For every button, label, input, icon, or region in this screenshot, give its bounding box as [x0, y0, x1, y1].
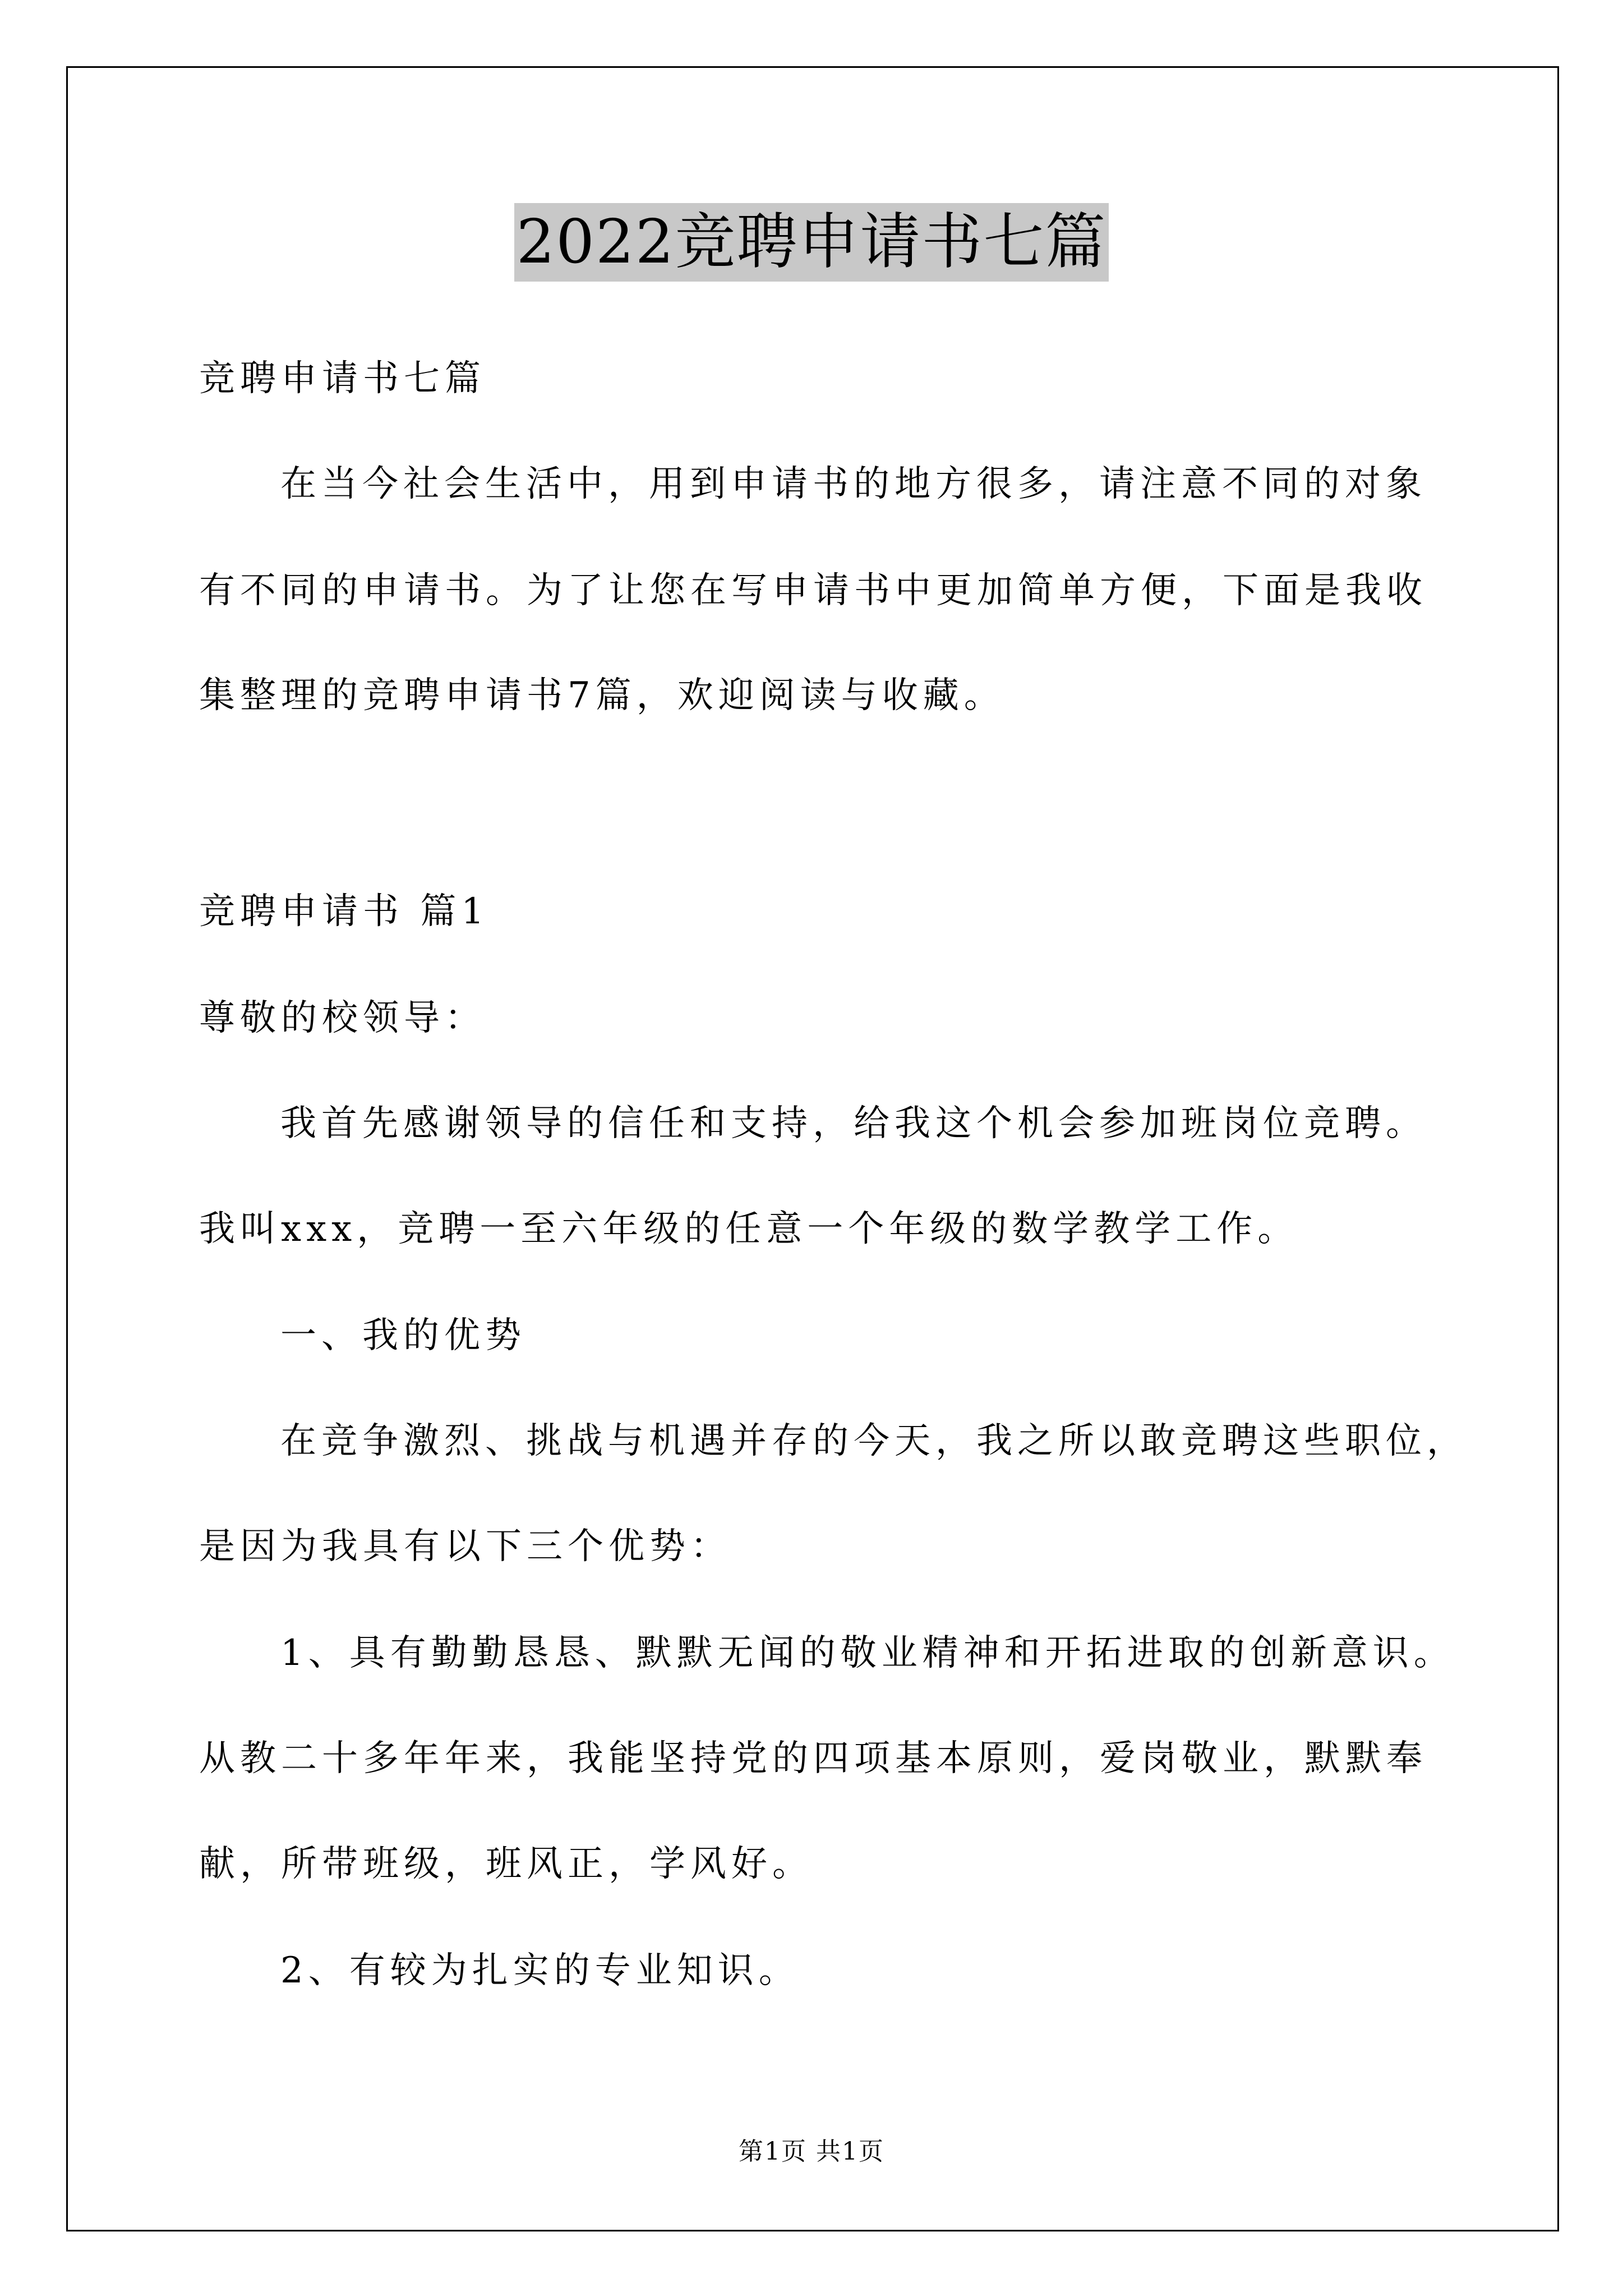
intro-line-2: 有不同的申请书。为了让您在写申请书中更加简单方便，下面是我收 — [199, 570, 1427, 611]
subtitle: 竞聘申请书七篇 — [199, 358, 486, 399]
title-container — [0, 203, 1623, 282]
intro-line-1: 在当今社会生活中，用到申请书的地方很多，请注意不同的对象 — [280, 463, 1427, 505]
body-line-4: 在竞争激烈、挑战与机遇并存的今天，我之所以敢竞聘这些职位， — [280, 1420, 1468, 1462]
body-line-5: 是因为我具有以下三个优势： — [199, 1526, 731, 1567]
body-line-2: 我叫xxx，竞聘一至六年级的任意一个年级的数学教学工作。 — [199, 1208, 1299, 1250]
body-line-3: 一、我的优势 — [280, 1315, 526, 1356]
body-line-7: 从教二十多年年来，我能坚持党的四项基本原则，爱岗敬业，默默奉 — [199, 1738, 1427, 1779]
body-line-9: 2、有较为扎实的专业知识。 — [280, 1950, 800, 1991]
body-line-1: 我首先感谢领导的信任和支持，给我这个机会参加班岗位竞聘。 — [280, 1103, 1427, 1144]
salutation: 尊敬的校领导： — [199, 997, 486, 1039]
intro-line-3: 集整理的竞聘申请书7篇，欢迎阅读与收藏。 — [199, 675, 1005, 716]
section-heading: 竞聘申请书 篇1 — [199, 891, 490, 932]
body-line-8: 献，所带班级，班风正，学风好。 — [199, 1843, 813, 1885]
page-footer: 第1页 共1页 — [739, 2137, 884, 2166]
document-title: 2022竞聘申请书七篇 — [514, 203, 1109, 282]
body-line-6: 1、具有勤勤恳恳、默默无闻的敬业精神和开拓进取的创新意识。 — [280, 1632, 1455, 1674]
